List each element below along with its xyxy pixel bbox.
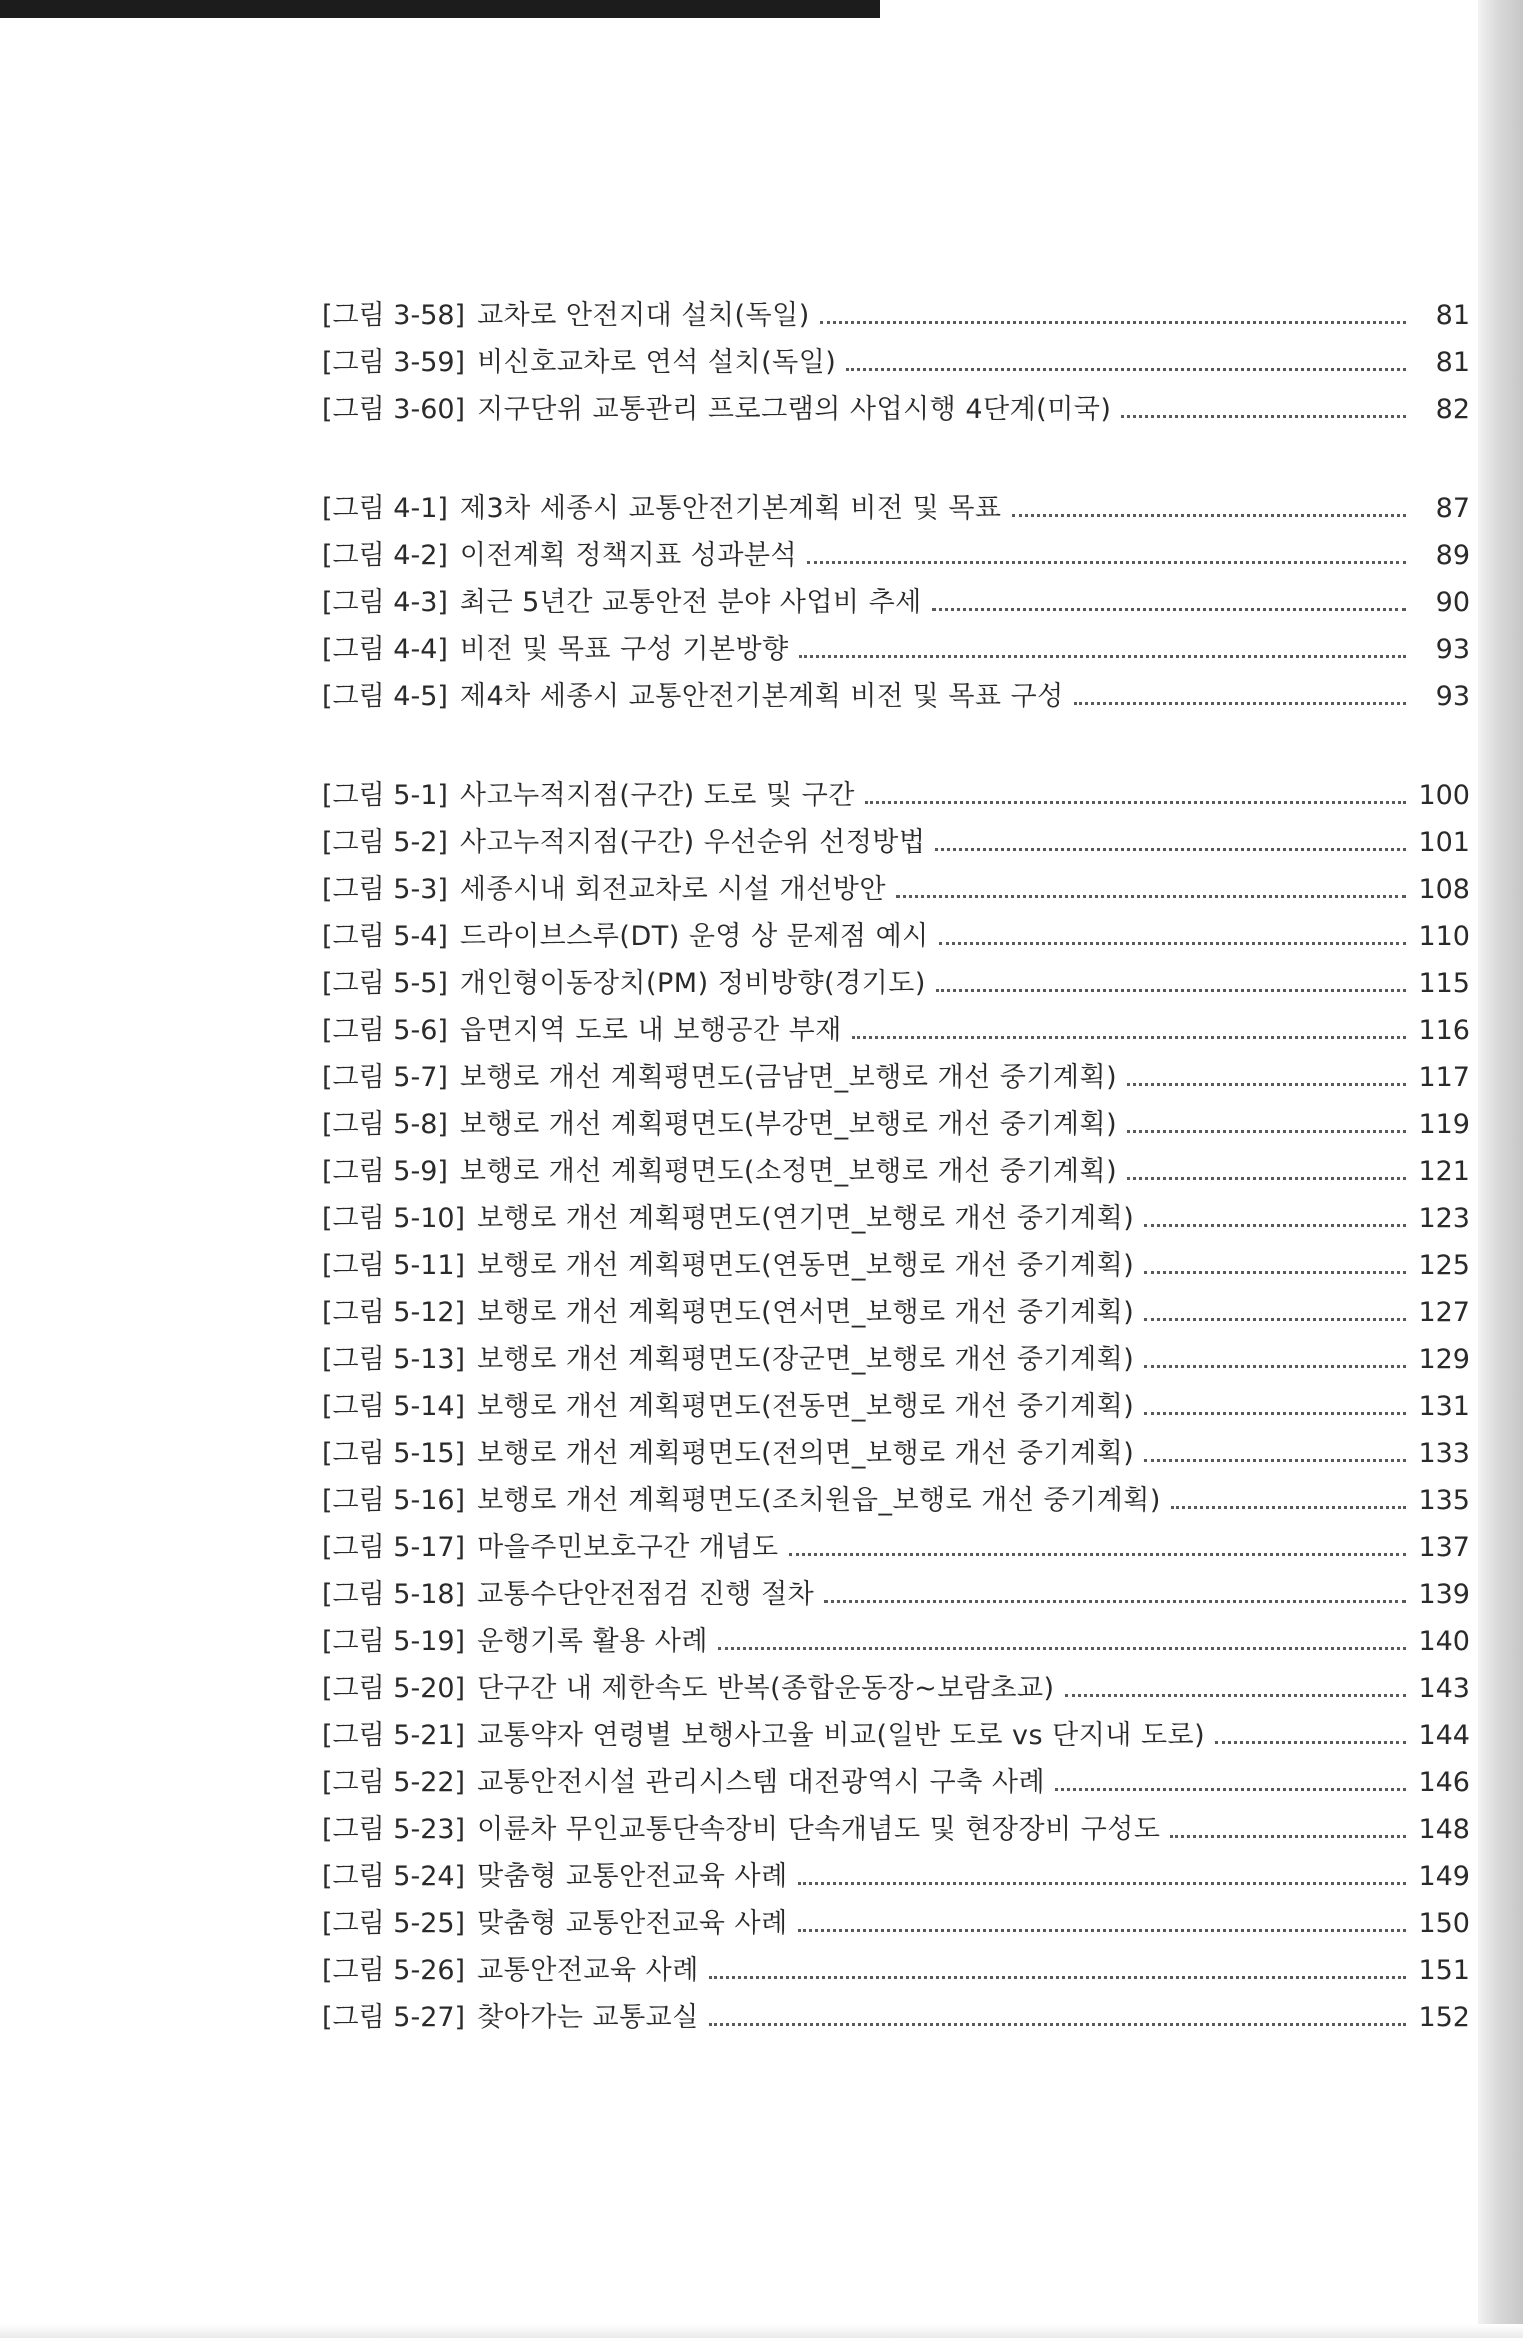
figure-title: 보행로 개선 계획평면도(장군면_보행로 개선 중기계획)	[477, 1344, 1135, 1375]
page-number: 149	[1418, 1861, 1470, 1892]
figure-number-label: [그림 4-5]	[322, 681, 448, 712]
dot-leader	[932, 608, 1406, 611]
page-number: 93	[1435, 681, 1470, 712]
figure-title: 보행로 개선 계획평면도(연기면_보행로 개선 중기계획)	[477, 1203, 1135, 1234]
figure-number-label: [그림 5-18]	[322, 1579, 466, 1610]
figure-number-label: [그림 5-3]	[322, 874, 448, 905]
figure-list-entry[interactable]	[322, 1093, 1470, 1140]
figure-title: 맞춤형 교통안전교육 사례	[477, 1908, 788, 1939]
figure-title: 제3차 세종시 교통안전기본계획 비전 및 목표	[459, 493, 1002, 524]
page-number: 87	[1435, 493, 1470, 524]
figure-list-group	[322, 284, 1470, 425]
figure-list-entry[interactable]	[322, 1610, 1470, 1657]
figure-list-entry[interactable]	[322, 1704, 1470, 1751]
figure-number-label: [그림 5-25]	[322, 1908, 466, 1939]
dot-leader	[1012, 514, 1407, 517]
figure-title: 교통안전교육 사례	[477, 1955, 699, 1986]
page-number: 137	[1418, 1532, 1470, 1563]
figure-list-entry[interactable]	[322, 1328, 1470, 1375]
page-number: 119	[1418, 1109, 1470, 1140]
figure-number-label: [그림 5-1]	[322, 780, 448, 811]
figure-list-entry[interactable]	[322, 999, 1470, 1046]
dot-leader	[939, 942, 1406, 945]
figure-title: 보행로 개선 계획평면도(전동면_보행로 개선 중기계획)	[477, 1391, 1135, 1422]
page-number: 152	[1418, 2002, 1470, 2033]
figure-title: 보행로 개선 계획평면도(전의면_보행로 개선 중기계획)	[477, 1438, 1135, 1469]
page-number: 110	[1418, 921, 1470, 952]
figure-list-entry[interactable]	[322, 858, 1470, 905]
figure-title: 교통약자 연령별 보행사고율 비교(일반 도로 vs 단지내 도로)	[477, 1720, 1206, 1751]
page-number: 101	[1418, 827, 1470, 858]
dot-leader	[1144, 1365, 1406, 1368]
page-number: 144	[1418, 1720, 1470, 1751]
figure-title: 세종시내 회전교차로 시설 개선방안	[459, 874, 886, 905]
figure-title: 사고누적지점(구간) 도로 및 구간	[459, 780, 855, 811]
page-binding-shadow	[1478, 0, 1523, 2338]
dot-leader	[1144, 1318, 1406, 1321]
page-number: 81	[1435, 347, 1470, 378]
page-number: 93	[1435, 634, 1470, 665]
page-number: 148	[1418, 1814, 1470, 1845]
dot-leader	[789, 1553, 1406, 1556]
figure-number-label: [그림 5-6]	[322, 1015, 448, 1046]
page-number: 108	[1418, 874, 1470, 905]
page-number: 115	[1418, 968, 1470, 999]
page-number: 116	[1418, 1015, 1470, 1046]
figure-title: 제4차 세종시 교통안전기본계획 비전 및 목표 구성	[459, 681, 1064, 712]
figure-list-group	[322, 764, 1470, 2033]
figure-list-entry[interactable]	[322, 331, 1470, 378]
figure-number-label: [그림 5-15]	[322, 1438, 466, 1469]
figure-list-entry[interactable]	[322, 665, 1470, 712]
figure-title: 보행로 개선 계획평면도(부강면_보행로 개선 중기계획)	[459, 1109, 1118, 1140]
dot-leader	[1065, 1694, 1406, 1697]
figure-number-label: [그림 5-24]	[322, 1861, 466, 1892]
dot-leader	[936, 989, 1406, 992]
dot-leader	[820, 321, 1406, 324]
page-number: 150	[1418, 1908, 1470, 1939]
figure-list-entry[interactable]	[322, 618, 1470, 665]
figure-title: 이륜차 무인교통단속장비 단속개념도 및 현장장비 구성도	[477, 1814, 1161, 1845]
figure-list-entry[interactable]	[322, 1939, 1470, 1986]
dot-leader	[1171, 1506, 1406, 1509]
dot-leader	[1127, 1083, 1406, 1086]
figure-number-label: [그림 5-16]	[322, 1485, 466, 1516]
figure-list	[322, 284, 1470, 2085]
figure-title: 개인형이동장치(PM) 정비방향(경기도)	[459, 968, 926, 999]
figure-list-entry[interactable]	[322, 905, 1470, 952]
figure-list-entry[interactable]	[322, 284, 1470, 331]
figure-number-label: [그림 5-14]	[322, 1391, 466, 1422]
page-number: 81	[1435, 300, 1470, 331]
dot-leader	[1215, 1741, 1406, 1744]
dot-leader	[1127, 1130, 1406, 1133]
figure-list-entry[interactable]	[322, 1798, 1470, 1845]
figure-list-entry[interactable]	[322, 1187, 1470, 1234]
figure-title: 사고누적지점(구간) 우선순위 선정방법	[459, 827, 926, 858]
figure-list-entry[interactable]	[322, 477, 1470, 524]
figure-number-label: [그림 5-5]	[322, 968, 448, 999]
dot-leader	[935, 848, 1406, 851]
figure-title: 보행로 개선 계획평면도(소정면_보행로 개선 중기계획)	[459, 1156, 1118, 1187]
figure-number-label: [그림 5-2]	[322, 827, 448, 858]
figure-title: 단구간 내 제한속도 반복(종합운동장~보람초교)	[477, 1673, 1055, 1704]
page-number: 143	[1418, 1673, 1470, 1704]
figure-title: 드라이브스루(DT) 운영 상 문제점 예시	[459, 921, 929, 952]
dot-leader	[1144, 1459, 1406, 1462]
figure-number-label: [그림 3-59]	[322, 347, 466, 378]
figure-list-entry[interactable]	[322, 1140, 1470, 1187]
figure-title: 비전 및 목표 구성 기본방향	[459, 634, 789, 665]
page-number: 89	[1435, 540, 1470, 571]
figure-title: 마을주민보호구간 개념도	[477, 1532, 779, 1563]
top-edge-rule	[0, 0, 880, 18]
page-number: 123	[1418, 1203, 1470, 1234]
figure-title: 읍면지역 도로 내 보행공간 부재	[459, 1015, 842, 1046]
dot-leader	[799, 655, 1406, 658]
figure-list-entry[interactable]	[322, 1422, 1470, 1469]
figure-list-entry[interactable]	[322, 524, 1470, 571]
figure-list-group	[322, 477, 1470, 712]
dot-leader	[852, 1036, 1406, 1039]
figure-title: 최근 5년간 교통안전 분야 사업비 추세	[459, 587, 922, 618]
figure-title: 보행로 개선 계획평면도(연서면_보행로 개선 중기계획)	[477, 1297, 1135, 1328]
dot-leader	[709, 1976, 1406, 1979]
page-number: 127	[1418, 1297, 1470, 1328]
dot-leader	[709, 2023, 1406, 2026]
figure-title: 교통수단안전점검 진행 절차	[477, 1579, 815, 1610]
figure-list-entry[interactable]	[322, 1516, 1470, 1563]
page-number: 146	[1418, 1767, 1470, 1798]
page-number: 135	[1418, 1485, 1470, 1516]
figure-title: 보행로 개선 계획평면도(금남면_보행로 개선 중기계획)	[459, 1062, 1118, 1093]
page-number: 131	[1418, 1391, 1470, 1422]
figure-list-entry[interactable]	[322, 952, 1470, 999]
page-number: 100	[1418, 780, 1470, 811]
page-number: 133	[1418, 1438, 1470, 1469]
dot-leader	[1074, 702, 1406, 705]
figure-number-label: [그림 4-4]	[322, 634, 448, 665]
dot-leader	[1170, 1835, 1406, 1838]
dot-leader	[1127, 1177, 1406, 1180]
figure-number-label: [그림 5-7]	[322, 1062, 448, 1093]
dot-leader	[865, 801, 1406, 804]
figure-number-label: [그림 5-17]	[322, 1532, 466, 1563]
page-number: 139	[1418, 1579, 1470, 1610]
figure-title: 교통안전시설 관리시스템 대전광역시 구축 사례	[477, 1767, 1046, 1798]
figure-number-label: [그림 5-27]	[322, 2002, 466, 2033]
figure-list-entry[interactable]	[322, 1281, 1470, 1328]
figure-title: 보행로 개선 계획평면도(조치원읍_보행로 개선 중기계획)	[477, 1485, 1161, 1516]
figure-number-label: [그림 3-58]	[322, 300, 466, 331]
dot-leader	[1144, 1224, 1406, 1227]
figure-title: 운행기록 활용 사례	[477, 1626, 708, 1657]
dot-leader	[798, 1929, 1406, 1932]
page-number: 90	[1435, 587, 1470, 618]
figure-number-label: [그림 5-12]	[322, 1297, 466, 1328]
figure-number-label: [그림 5-11]	[322, 1250, 466, 1281]
figure-list-entry[interactable]	[322, 1046, 1470, 1093]
figure-number-label: [그림 5-23]	[322, 1814, 466, 1845]
figure-number-label: [그림 5-21]	[322, 1720, 466, 1751]
dot-leader	[718, 1647, 1406, 1650]
page-bottom-shadow	[0, 2324, 1523, 2338]
figure-list-entry[interactable]	[322, 571, 1470, 618]
figure-title: 이전계획 정책지표 성과분석	[459, 540, 798, 571]
figure-number-label: [그림 5-26]	[322, 1955, 466, 1986]
dot-leader	[1121, 415, 1406, 418]
figure-number-label: [그림 3-60]	[322, 394, 466, 425]
dot-leader	[807, 561, 1406, 564]
figure-list-entry[interactable]	[322, 1986, 1470, 2033]
figure-number-label: [그림 4-3]	[322, 587, 448, 618]
figure-list-entry[interactable]	[322, 1234, 1470, 1281]
figure-list-entry[interactable]	[322, 764, 1470, 811]
figure-number-label: [그림 4-2]	[322, 540, 448, 571]
page-number: 129	[1418, 1344, 1470, 1375]
page-number: 140	[1418, 1626, 1470, 1657]
figure-list-entry[interactable]	[322, 1751, 1470, 1798]
figure-list-entry[interactable]	[322, 1469, 1470, 1516]
figure-number-label: [그림 5-4]	[322, 921, 448, 952]
dot-leader	[1055, 1788, 1406, 1791]
figure-number-label: [그림 4-1]	[322, 493, 448, 524]
dot-leader	[798, 1882, 1406, 1885]
figure-number-label: [그림 5-8]	[322, 1109, 448, 1140]
dot-leader	[846, 368, 1406, 371]
figure-list-entry[interactable]	[322, 1657, 1470, 1704]
figure-list-entry[interactable]	[322, 1375, 1470, 1422]
figure-number-label: [그림 5-20]	[322, 1673, 466, 1704]
figure-number-label: [그림 5-9]	[322, 1156, 448, 1187]
figure-list-entry[interactable]	[322, 1892, 1470, 1939]
figure-title: 찾아가는 교통교실	[477, 2002, 699, 2033]
figure-list-entry[interactable]	[322, 1845, 1470, 1892]
figure-list-entry[interactable]	[322, 378, 1470, 425]
figure-list-entry[interactable]	[322, 811, 1470, 858]
figure-title: 맞춤형 교통안전교육 사례	[477, 1861, 788, 1892]
page-number: 151	[1418, 1955, 1470, 1986]
page-number: 82	[1435, 394, 1470, 425]
dot-leader	[1144, 1412, 1406, 1415]
page-number: 121	[1418, 1156, 1470, 1187]
figure-number-label: [그림 5-13]	[322, 1344, 466, 1375]
dot-leader	[1144, 1271, 1406, 1274]
figure-number-label: [그림 5-10]	[322, 1203, 466, 1234]
figure-list-entry[interactable]	[322, 1563, 1470, 1610]
figure-number-label: [그림 5-19]	[322, 1626, 466, 1657]
dot-leader	[824, 1600, 1406, 1603]
page-number: 125	[1418, 1250, 1470, 1281]
figure-title: 보행로 개선 계획평면도(연동면_보행로 개선 중기계획)	[477, 1250, 1135, 1281]
figure-title: 지구단위 교통관리 프로그램의 사업시행 4단계(미국)	[477, 394, 1112, 425]
page-number: 117	[1418, 1062, 1470, 1093]
dot-leader	[896, 895, 1406, 898]
figure-number-label: [그림 5-22]	[322, 1767, 466, 1798]
figure-title: 비신호교차로 연석 설치(독일)	[477, 347, 837, 378]
figure-title: 교차로 안전지대 설치(독일)	[477, 300, 810, 331]
